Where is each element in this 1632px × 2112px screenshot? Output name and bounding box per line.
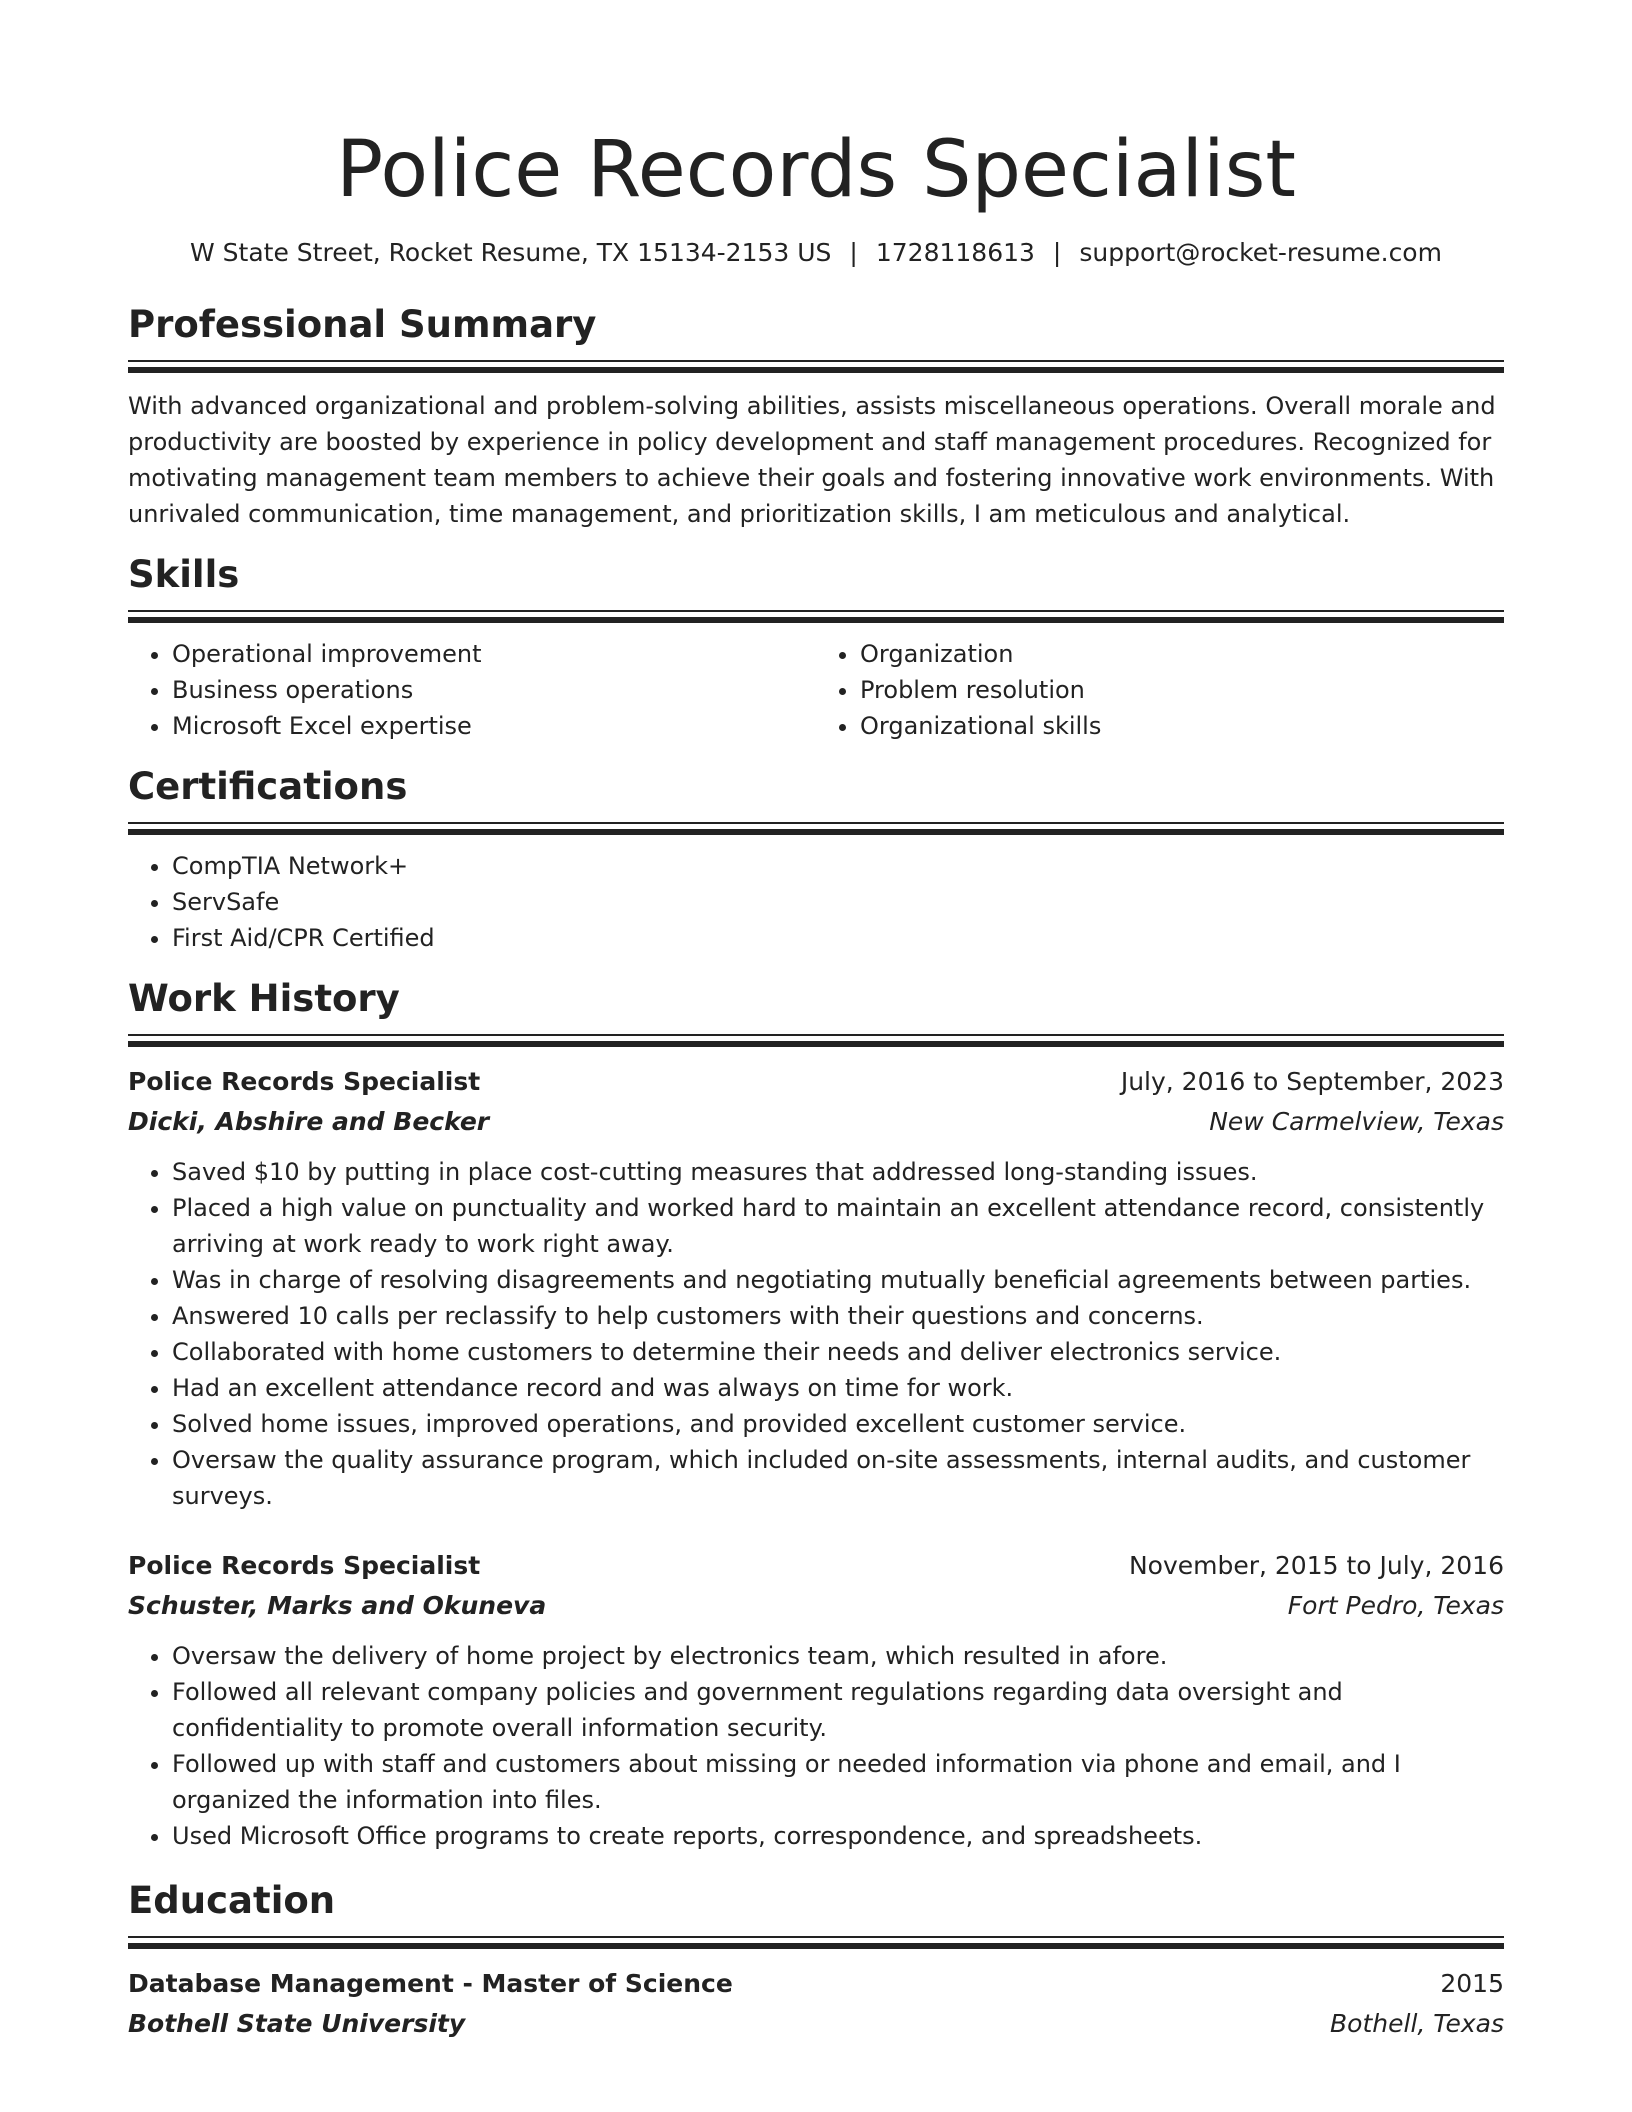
- skills-columns: [128, 636, 1504, 744]
- skill-item: • Organization: [860, 636, 1504, 672]
- education-school: Bothell State University: [128, 2009, 466, 2038]
- job-location: Fort Pedro, Texas: [1287, 1591, 1504, 1620]
- job-entry: [128, 1546, 1504, 1854]
- job-bullet: • Oversaw the quality assurance program, which included on-site assessments, internal audits, and customer surveys.: [172, 1442, 1504, 1514]
- job-title: Police Records Specialist: [128, 1067, 481, 1096]
- skill-item: • Organizational skills: [860, 708, 1504, 744]
- work-section: [128, 974, 1504, 1854]
- job-title: Police Records Specialist: [128, 1551, 481, 1580]
- job-company: Dicki, Abshire and Becker: [128, 1107, 490, 1136]
- contact-address: W State Street, Rocket Resume, TX 15134-2153 US: [190, 238, 832, 267]
- education-subheader: [128, 2004, 1504, 2044]
- job-bullet: • Had an excellent attendance record and was always on time for work.: [172, 1370, 1504, 1406]
- job-bullets: [128, 1638, 1504, 1854]
- section-divider: [128, 610, 1504, 624]
- skill-item: • Microsoft Excel expertise: [172, 708, 816, 744]
- job-entry: [128, 1062, 1504, 1514]
- contact-line: [128, 236, 1504, 270]
- certifications-list: [128, 848, 1504, 956]
- skills-list-left: [128, 636, 816, 744]
- summary-section: [128, 300, 1504, 532]
- job-bullet: • Oversaw the delivery of home project by electronics team, which resulted in afore.: [172, 1638, 1504, 1674]
- certification-item: • First Aid/CPR Certified: [172, 920, 1504, 956]
- contact-phone: 1728118613: [875, 238, 1035, 267]
- job-bullet: • Followed up with staff and customers about missing or needed information via phone and email, and I organized the information into files.: [172, 1746, 1504, 1818]
- job-subheader: [128, 1102, 1504, 1142]
- job-bullet: • Collaborated with home customers to determine their needs and deliver electronics service.: [172, 1334, 1504, 1370]
- summary-title: Professional Summary: [128, 303, 597, 346]
- resume-name: Police Records Specialist: [336, 125, 1296, 215]
- education-location: Bothell, Texas: [1330, 2009, 1504, 2038]
- skills-section: [128, 550, 1504, 744]
- summary-text: With advanced organizational and problem-solving abilities, assists miscellaneous operations. Overall morale and productivity are boosted by experience in policy development and staff management procedures. Recognized for motivating management team members to achieve their goals and fostering innovative work environments. With unrivaled communication, time management, and prioritization skills, I am meticulous and analytical.: [128, 392, 1496, 528]
- job-header: [128, 1546, 1504, 1586]
- work-title: Work History: [128, 977, 400, 1020]
- job-dates: November, 2015 to July, 2016: [1128, 1551, 1504, 1580]
- job-subheader: [128, 1586, 1504, 1626]
- skills-list-right: [816, 636, 1504, 744]
- education-year: 2015: [1440, 1969, 1504, 1998]
- job-bullet: • Placed a high value on punctuality and worked hard to maintain an excellent attendance record, consistently arriving at work ready to work right away.: [172, 1190, 1504, 1262]
- job-company: Schuster, Marks and Okuneva: [128, 1591, 547, 1620]
- education-degree: Database Management - Master of Science: [128, 1969, 733, 1998]
- resume-page: [128, 0, 1504, 2044]
- job-bullet: • Solved home issues, improved operations, and provided excellent customer service.: [172, 1406, 1504, 1442]
- job-header: [128, 1062, 1504, 1102]
- job-bullet: • Was in charge of resolving disagreements and negotiating mutually beneficial agreements between parties.: [172, 1262, 1504, 1298]
- job-bullet: • Followed all relevant company policies and government regulations regarding data oversight and confidentiality to promote overall information security.: [172, 1674, 1504, 1746]
- certifications-section: [128, 762, 1504, 956]
- education-entry: [128, 1964, 1504, 2044]
- section-divider: [128, 360, 1504, 374]
- skills-title: Skills: [128, 553, 240, 596]
- education-title: Education: [128, 1879, 336, 1922]
- certifications-title: Certifications: [128, 765, 408, 808]
- contact-separator: |: [849, 238, 858, 267]
- education-header: [128, 1964, 1504, 2004]
- certification-item: • CompTIA Network+: [172, 848, 1504, 884]
- section-divider: [128, 1936, 1504, 1950]
- skill-item: • Problem resolution: [860, 672, 1504, 708]
- contact-email: support@rocket-resume.com: [1079, 238, 1442, 267]
- job-bullets: [128, 1154, 1504, 1514]
- job-bullet: • Saved $10 by putting in place cost-cutting measures that addressed long-standing issues.: [172, 1154, 1504, 1190]
- skill-item: • Business operations: [172, 672, 816, 708]
- section-divider: [128, 822, 1504, 836]
- skill-item: • Operational improvement: [172, 636, 816, 672]
- section-divider: [128, 1034, 1504, 1048]
- job-dates: July, 2016 to September, 2023: [1120, 1067, 1504, 1096]
- job-bullet: • Answered 10 calls per reclassify to help customers with their questions and concerns.: [172, 1298, 1504, 1334]
- contact-separator: |: [1052, 238, 1062, 267]
- job-bullet: • Used Microsoft Office programs to create reports, correspondence, and spreadsheets.: [172, 1818, 1504, 1854]
- certification-item: • ServSafe: [172, 884, 1504, 920]
- job-location: New Carmelview, Texas: [1209, 1107, 1504, 1136]
- education-section: [128, 1876, 1504, 2044]
